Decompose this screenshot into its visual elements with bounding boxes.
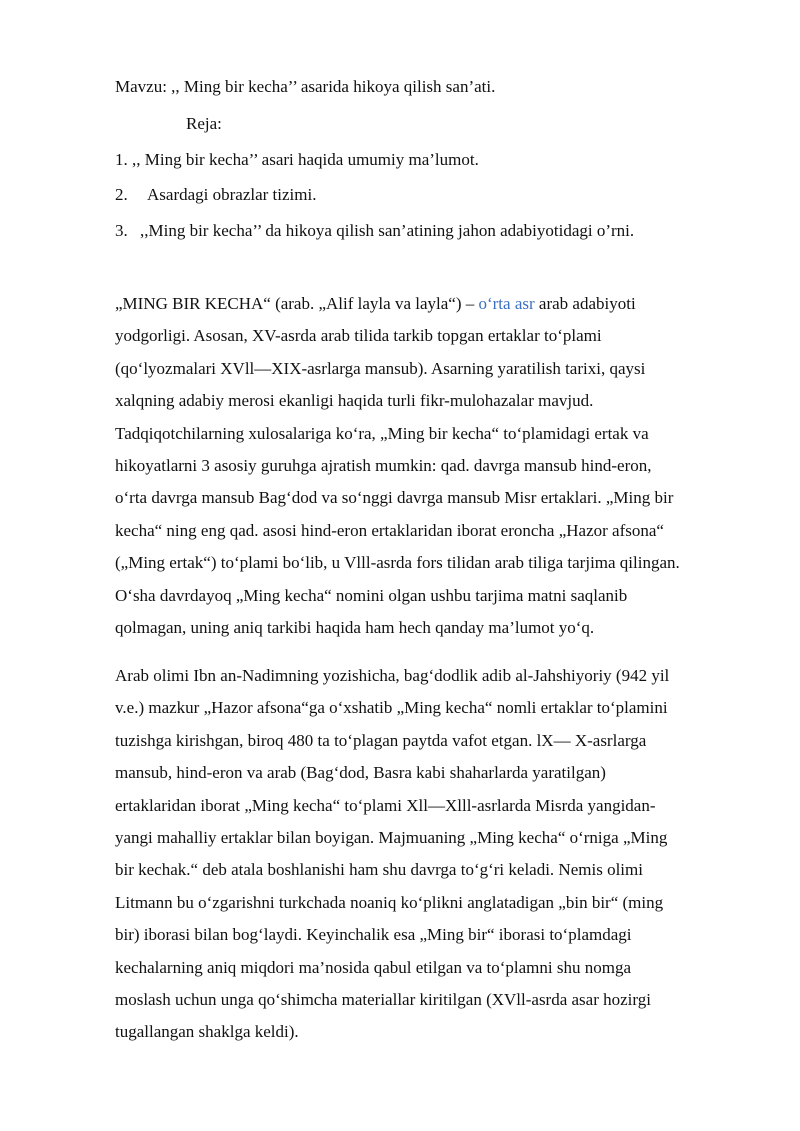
paragraph-line: Litmann bu o‘zgarishni turkchada noaniq ko‘plikni anglatadigan „bin bir“ (ming bbox=[115, 892, 664, 912]
paragraph-line: bir) iborasi bilan bog‘laydi. Keyinchalik esa „Ming bir“ iborasi to‘plamdagi bbox=[115, 925, 632, 945]
plan-item-number: 2. bbox=[115, 185, 128, 204]
plan-item-number: 3. bbox=[115, 221, 128, 240]
paragraph-line: Arab olimi Ibn an-Nadimning yozishicha, bag‘dodlik adib al-Jahshiyoriy (942 yil bbox=[115, 666, 670, 685]
paragraph-line: ertaklaridan iborat „Ming kecha“ to‘plami Xll—Xlll-asrlarda Misrda yangidan- bbox=[115, 795, 656, 815]
paragraph-line: qolmagan, uning aniq tarkibi haqida ham hech qanday ma’lumot yo‘q. bbox=[115, 618, 595, 638]
paragraph-line: yangi mahalliy ertaklar bilan boyigan. Majmuaning „Ming kecha“ o‘rniga „Ming bbox=[115, 828, 668, 848]
paragraph-intro bbox=[115, 288, 755, 644]
paragraph-line: („Ming ertak“) to‘plami bo‘lib, u Vlll-asrda fors tilidan arab tiliga tarjima qilingan. bbox=[115, 553, 680, 573]
paragraph-line: hikoyatlarni 3 asosiy guruhga ajratish mumkin: qad. davrga mansub hind-eron, bbox=[115, 456, 652, 476]
paragraph-line: yodgorligi. Asosan, XV-asrda arab tilida tarkib topgan ertaklar to‘plami bbox=[115, 326, 602, 346]
orta-asr-link[interactable]: o‘rta asr bbox=[478, 294, 535, 313]
paragraph-line: O‘sha davrdayoq „Ming kecha“ nomini olgan ushbu tarjima matni saqlanib bbox=[115, 585, 628, 605]
paragraph-line: bir kechak.“ deb atala boshlanishi ham shu davrga to‘g‘ri keladi. Nemis olimi bbox=[115, 860, 643, 880]
plan-item-text: ,, Ming bir kecha’’ asari haqida umumiy ma’lumot. bbox=[132, 150, 479, 169]
plan-item-1 bbox=[115, 148, 479, 172]
paragraph-text: „MING BIR KECHA“ (arab. „Alif layla va layla“) – bbox=[115, 294, 479, 313]
paragraph-line: tuzishga kirishgan, biroq 480 ta to‘plagan paytda vafot etgan. lX— X-asrlarga bbox=[115, 730, 647, 750]
paragraph-history bbox=[115, 660, 755, 1049]
paragraph-line: v.e.) mazkur „Hazor afsona“ga o‘xshatib „Ming kecha“ nomli ertaklar to‘plamini bbox=[115, 698, 668, 718]
plan-item-number: 1. bbox=[115, 150, 128, 169]
paragraph-line: Tadqiqotchilarning xulosalariga ko‘ra, „Ming bir kecha“ to‘plamidagi ertak va bbox=[115, 423, 649, 443]
paragraph-line: kechalarning aniq miqdori ma’nosida qabul etilgan va to‘plamni shu nomga bbox=[115, 957, 632, 977]
topic-line: Mavzu: ,, Ming bir kecha’’ asarida hikoya qilish san’ati. bbox=[115, 77, 496, 96]
plan-item-2 bbox=[115, 183, 316, 207]
paragraph-line: kecha“ ning eng qad. asosi hind-eron ertaklaridan iborat eroncha „Hazor afsona“ bbox=[115, 520, 664, 540]
plan-item-3 bbox=[115, 219, 634, 243]
paragraph-line bbox=[115, 288, 755, 320]
plan-title: Reja: bbox=[186, 114, 222, 133]
paragraph-line: o‘rta davrga mansub Bag‘dod va so‘nggi davrga mansub Misr ertaklari. „Ming bir bbox=[115, 488, 674, 508]
paragraph-line: mansub, hind-eron va arab (Bag‘dod, Basra kabi shaharlarda yaratilgan) bbox=[115, 763, 606, 783]
paragraph-text: arab adabiyoti bbox=[534, 294, 636, 313]
plan-item-text: Asardagi obrazlar tizimi. bbox=[147, 185, 317, 204]
paragraph-line: moslash uchun unga qo‘shimcha materiallar kiritilgan (XVll-asrda asar hozirgi bbox=[115, 990, 651, 1010]
paragraph-line: tugallangan shaklga keldi). bbox=[115, 1022, 299, 1042]
paragraph-line: xalqning adabiy merosi ekanligi haqida turli fikr-mulohazalar mavjud. bbox=[115, 391, 594, 411]
plan-item-text: ,,Ming bir kecha’’ da hikoya qilish san’atining jahon adabiyotidagi o’rni. bbox=[140, 221, 635, 240]
paragraph-line: (qo‘lyozmalari XVll—XIX-asrlarga mansub). Asarning yaratilish tarixi, qaysi bbox=[115, 358, 646, 378]
